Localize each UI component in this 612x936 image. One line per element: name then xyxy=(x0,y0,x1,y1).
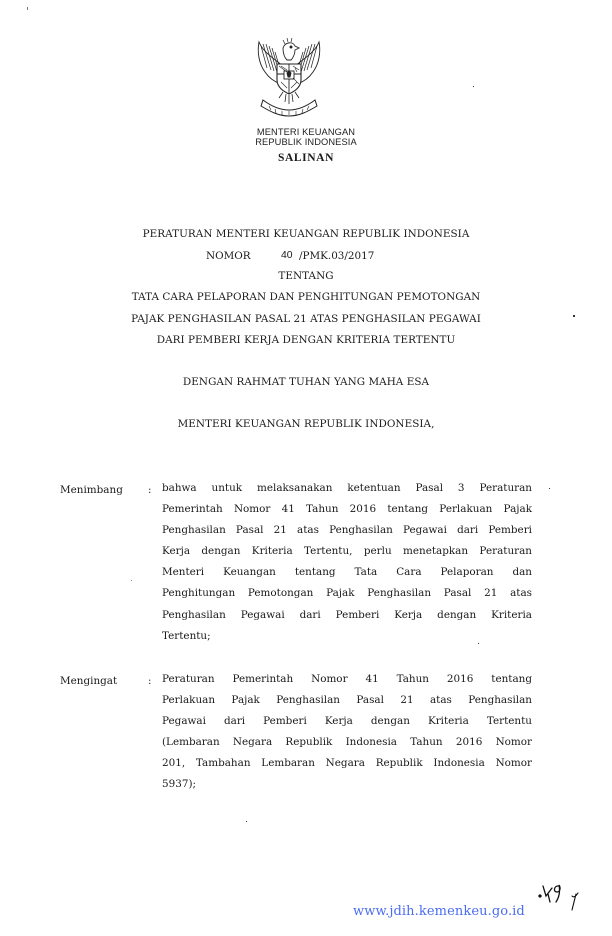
scan-speck xyxy=(573,315,575,317)
issuer: MENTERI KEUANGAN REPUBLIK INDONESIA, xyxy=(177,418,435,430)
scan-speck xyxy=(131,580,132,581)
paragraph-line: Pegawai dari Pemberi Kerja dengan Kriteria Tertentu xyxy=(162,715,532,728)
paragraph-line: Kerja dengan Kriteria Tertentu, perlu menetapkan Peraturan xyxy=(162,545,532,558)
paragraph-line: Peraturan Pemerintah Nomor 41 Tahun 2016 tentang xyxy=(162,673,532,685)
copy-stamp: SALINAN xyxy=(278,152,334,164)
garuda-emblem-icon xyxy=(253,38,325,120)
nomor-suffix: /PMK.03/2017 xyxy=(299,250,375,262)
paragraph-line: Pemerintah Nomor 41 Tahun 2016 tentang Perlakuan Pajak xyxy=(162,503,532,516)
jdih-website-link[interactable]: www.jdih.kemenkeu.go.id xyxy=(353,904,525,919)
section-colon: : xyxy=(148,675,152,687)
paragraph-line: Penghasilan Pasal 21 atas Penghasilan Pegawai dari Pemberi xyxy=(162,524,532,537)
ministry-name-line-2: REPUBLIK INDONESIA xyxy=(255,137,357,147)
subject-line-3: DARI PEMBERI KERJA DENGAN KRITERIA TERTENTU xyxy=(156,334,456,346)
scan-speck xyxy=(478,643,479,644)
scan-speck xyxy=(473,86,474,87)
invocation: DENGAN RAHMAT TUHAN YANG MAHA ESA xyxy=(182,376,430,388)
subject-line-2: PAJAK PENGHASILAN PASAL 21 ATAS PENGHASILAN PEGAWAI xyxy=(131,313,481,325)
scan-speck xyxy=(246,821,247,822)
nomor-label: NOMOR xyxy=(206,250,251,262)
handwritten-initials-icon xyxy=(538,880,588,930)
section-label-menimbang: Menimbang xyxy=(60,484,123,496)
tentang-heading: TENTANG xyxy=(278,270,334,282)
ministry-name-line-1: MENTERI KEUANGAN xyxy=(256,127,356,137)
paragraph-line: 201, Tambahan Lembaran Negara Republik Indonesia Nomor xyxy=(162,757,532,770)
paragraph-line: Penghasilan Pegawai dari Pemberi Kerja dengan Kriteria xyxy=(162,608,532,621)
section-label-mengingat: Mengingat xyxy=(60,675,118,687)
paragraph-line: Tertentu; xyxy=(162,629,211,642)
paragraph-line: Menteri Keuangan tentang Tata Cara Pelaporan dan xyxy=(162,566,532,579)
mengingat-paragraph xyxy=(162,669,532,796)
nomor-number: 40 xyxy=(281,250,293,261)
paragraph-line: (Lembaran Negara Republik Indonesia Tahun 2016 Nomor xyxy=(162,736,532,749)
regulation-number xyxy=(0,250,612,264)
scan-speck xyxy=(549,488,550,489)
section-colon: : xyxy=(148,484,152,496)
subject-line-1: TATA CARA PELAPORAN DAN PENGHITUNGAN PEMOTONGAN xyxy=(131,291,481,303)
paragraph-line: Penghitungan Pemotongan Pajak Penghasilan Pasal 21 atas xyxy=(162,587,532,600)
paragraph-line: 5937); xyxy=(162,778,196,791)
regulation-title: PERATURAN MENTERI KEUANGAN REPUBLIK INDONESIA xyxy=(142,228,470,240)
scan-speck xyxy=(27,7,28,10)
paragraph-line: Perlakuan Pajak Penghasilan Pasal 21 atas Penghasilan xyxy=(162,694,532,707)
menimbang-paragraph xyxy=(162,478,532,647)
paragraph-line: bahwa untuk melaksanakan ketentuan Pasal 3 Peraturan xyxy=(162,482,532,494)
